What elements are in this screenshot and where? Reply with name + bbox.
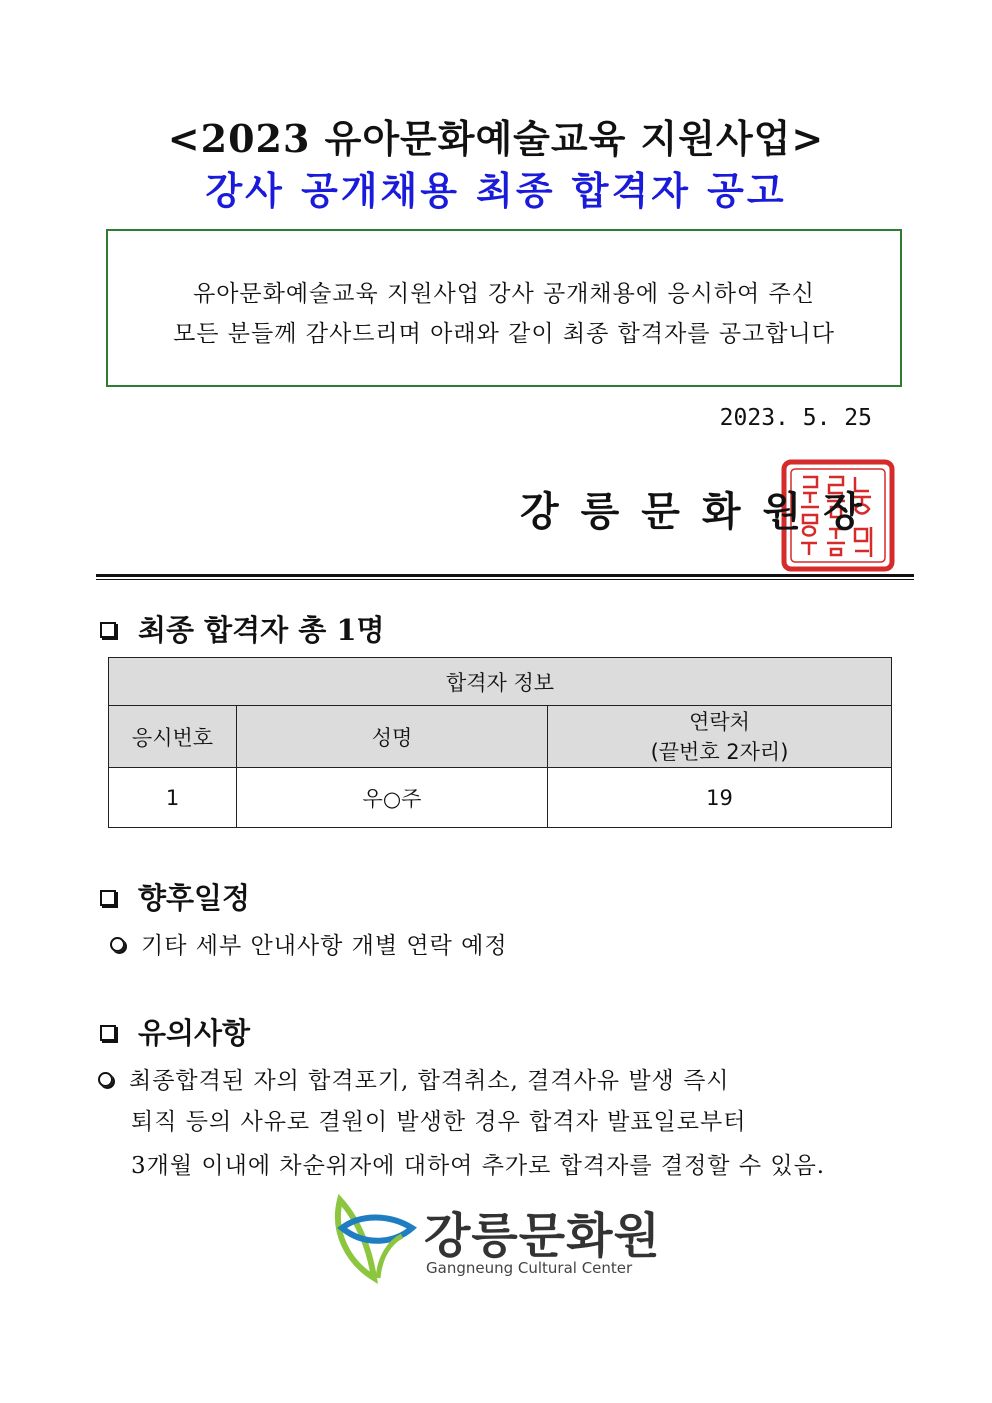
list-item-text: 기타 세부 안내사항 개별 연락 예정 (141, 933, 508, 959)
header-contact-label: 연락처 (689, 709, 750, 734)
section-heading-notes (100, 1011, 250, 1052)
section-heading-results (100, 608, 385, 649)
logo-name-korean: 강릉문화원 (424, 1208, 661, 1264)
table-row (109, 768, 892, 828)
divider (96, 574, 914, 577)
leaf-logo-icon (330, 1192, 420, 1284)
document-subtitle: 강사 공개채용 최종 합격자 공고 (205, 168, 787, 213)
circle-bullet-icon (98, 1072, 113, 1087)
checkbox-square-icon (100, 890, 116, 906)
divider (96, 579, 914, 580)
section-heading-text: 최종 합격자 총 1명 (138, 613, 385, 647)
section-heading-schedule (100, 876, 250, 917)
notice-line-1: 유아문화예술교육 지원사업 강사 공개채용에 응시하여 주신 (192, 281, 815, 307)
list-item-text: 최종합격된 자의 합격포기, 합격취소, 결격사유 발생 즉시 (129, 1068, 730, 1094)
header-contact (548, 706, 892, 768)
list-item (110, 927, 508, 960)
circle-bullet-icon (110, 937, 125, 952)
notice-date: 2023. 5. 25 (719, 405, 872, 431)
notice-line-2: 모든 분들께 감사드리며 아래와 같이 최종 합격자를 공고합니다 (173, 321, 835, 347)
cell-name: 우○주 (237, 768, 548, 828)
list-item-continuation: 3개월 이내에 차순위자에 대하여 추가로 합격자를 결정할 수 있음. (131, 1153, 826, 1179)
document-title: <2023 유아문화예술교육 지원사업> (167, 116, 825, 161)
section-heading-text: 유의사항 (138, 1016, 251, 1050)
list-item-continuation: 퇴직 등의 사유로 결원이 발생한 경우 합격자 발표일로부터 (131, 1109, 747, 1135)
header-contact-note: (끝번호 2자리) (650, 739, 789, 764)
cell-applicant-number: 1 (109, 768, 237, 828)
notice-box (106, 229, 902, 387)
checkbox-square-icon (100, 1025, 116, 1041)
section-heading-text: 향후일정 (138, 881, 251, 915)
logo-name-english: Gangneung Cultural Center (426, 1259, 633, 1277)
results-table (108, 657, 892, 828)
list-item (98, 1062, 730, 1095)
table-caption: 합격자 정보 (109, 658, 892, 706)
header-applicant-number: 응시번호 (109, 706, 237, 768)
cell-contact: 19 (548, 768, 892, 828)
header-name: 성명 (237, 706, 548, 768)
checkbox-square-icon (100, 622, 116, 638)
issuer-name: 강릉문화원장 (520, 488, 884, 535)
